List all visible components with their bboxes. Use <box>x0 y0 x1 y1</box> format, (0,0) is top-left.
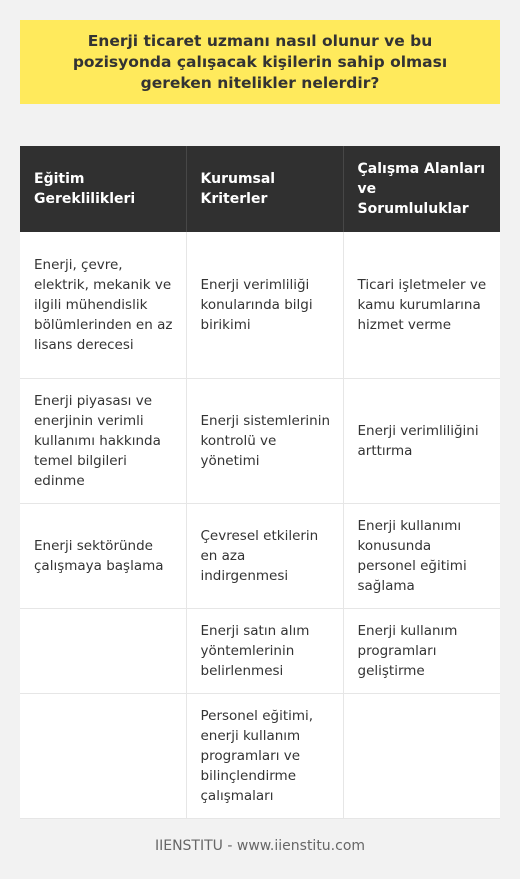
table-header-row <box>20 146 500 232</box>
title-banner <box>20 20 500 104</box>
table-row <box>20 232 500 378</box>
table-cell: Enerji piyasası ve enerjinin verimli kullanımı hakkında temel bilgileri edinme <box>20 378 186 503</box>
table-cell: Ticari işletmeler ve kamu kurumlarına hizmet verme <box>343 232 500 378</box>
table-cell: Enerji sektöründe çalışmaya başlama <box>20 503 186 608</box>
table-row <box>20 608 500 693</box>
table-cell: Enerji verimliliği konularında bilgi birikimi <box>186 232 343 378</box>
column-header-education: Eğitim Gereklilikleri <box>20 146 186 232</box>
table-cell: Personel eğitimi, enerji kullanım programları ve bilinçlendirme çalışmaları <box>186 693 343 818</box>
table-cell: Enerji, çevre, elektrik, mekanik ve ilgili mühendislik bölümlerinden en az lisans derecesi <box>20 232 186 378</box>
table-cell: Enerji kullanım programları geliştirme <box>343 608 500 693</box>
qualifications-table <box>20 146 500 819</box>
table-cell: Çevresel etkilerin en aza indirgenmesi <box>186 503 343 608</box>
column-header-work-areas: Çalışma Alanları ve Sorumluluklar <box>343 146 500 232</box>
table-cell <box>343 693 500 818</box>
footer-credit: IIENSTITU - www.iienstitu.com <box>154 838 366 854</box>
table-row <box>20 378 500 503</box>
table-cell <box>20 608 186 693</box>
table-row <box>20 693 500 818</box>
table-cell: Enerji verimliliğini arttırma <box>343 378 500 503</box>
table-cell: Enerji satın alım yöntemlerinin belirlenmesi <box>186 608 343 693</box>
table-cell: Enerji sistemlerinin kontrolü ve yönetimi <box>186 378 343 503</box>
table-cell <box>20 693 186 818</box>
table-cell: Enerji kullanımı konusunda personel eğitimi sağlama <box>343 503 500 608</box>
page-title: Enerji ticaret uzmanı nasıl olunur ve bu pozisyonda çalışacak kişilerin sahip olması gereken nitelikler nelerdir? <box>72 31 448 92</box>
table-row <box>20 503 500 608</box>
column-header-corporate-criteria: Kurumsal Kriterler <box>186 146 343 232</box>
